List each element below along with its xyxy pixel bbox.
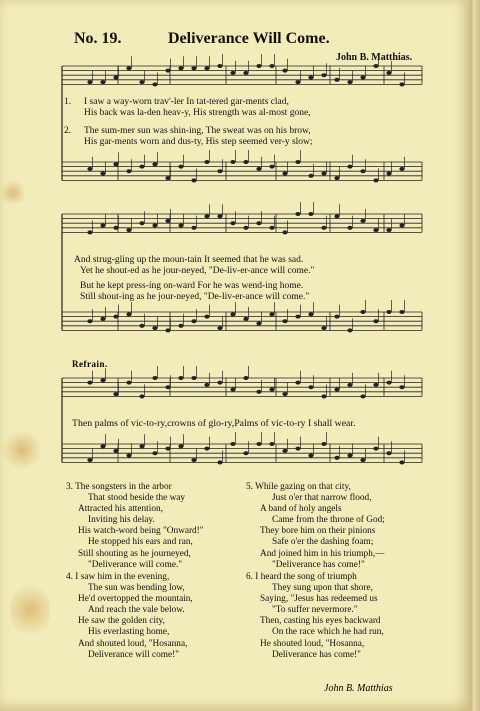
note-head — [87, 319, 92, 323]
verse-3 — [66, 482, 204, 571]
note-head — [308, 454, 313, 458]
note-head — [152, 451, 157, 455]
verse-line: "To suffer nevermore." — [272, 605, 358, 616]
note-head — [399, 385, 404, 389]
note-head — [126, 66, 131, 70]
verse-line: His watch-word being "Onward!" — [78, 526, 204, 537]
verse-line: He saw the golden city, — [78, 616, 165, 627]
note-head — [360, 394, 365, 398]
note-head — [334, 456, 339, 460]
note-head — [321, 172, 326, 176]
note-head — [282, 69, 287, 73]
note-head — [191, 458, 196, 462]
note-head — [191, 178, 196, 182]
note-head — [152, 326, 157, 330]
note-head — [347, 383, 352, 387]
verse-line: That stood beside the way — [88, 493, 186, 504]
note-head — [152, 162, 157, 166]
note-head — [256, 221, 261, 225]
note-head — [334, 78, 339, 82]
note-head — [100, 224, 105, 228]
note-head — [152, 224, 157, 228]
verse-6 — [246, 572, 384, 661]
note-head — [321, 394, 326, 398]
verse-line: And joined him in his triumph,— — [260, 548, 385, 559]
note-head — [308, 312, 313, 316]
note-head — [152, 82, 157, 86]
note-head — [321, 226, 326, 230]
note-head — [243, 451, 248, 455]
verse-line: 5. While gazing on that city, — [246, 482, 351, 492]
note-head — [217, 326, 222, 330]
note-head — [347, 328, 352, 332]
note-head — [295, 80, 300, 84]
note-head — [399, 167, 404, 171]
verse-line: Inviting his delay. — [88, 515, 155, 526]
verse-4 — [66, 572, 193, 661]
note-head — [230, 388, 235, 392]
note-head — [386, 228, 391, 232]
lyric-line: Still shout-ing as he jour-neyed, "De-liv-er-ance will come." — [80, 292, 310, 302]
note-head — [373, 383, 378, 387]
note-head — [217, 169, 222, 173]
lyric-line: His back was la-den heav-y, His strength was al-most gone, — [84, 108, 311, 118]
note-head — [152, 376, 157, 380]
note-head — [295, 447, 300, 451]
note-head — [204, 66, 209, 70]
note-head — [217, 460, 222, 464]
note-head — [126, 454, 131, 458]
note-head — [269, 226, 274, 230]
note-head — [373, 64, 378, 68]
note-head — [360, 219, 365, 223]
note-head — [217, 64, 222, 68]
note-head — [334, 176, 339, 180]
verse-line: Safe o'er the dashing foam; — [272, 537, 374, 548]
verse-line: They sung upon that shore, — [272, 583, 373, 594]
note-head — [139, 324, 144, 328]
lyric-line: His gar-ments worn and dus-ty, His step seemed ver-y slow; — [84, 137, 313, 147]
note-head — [100, 444, 105, 448]
note-head — [308, 385, 313, 389]
note-head — [204, 315, 209, 319]
verse-line: He stopped his ears and ran, — [88, 537, 193, 548]
note-head — [113, 449, 118, 453]
note-head — [282, 392, 287, 396]
note-head — [230, 71, 235, 75]
verse-line: Then, casting his eyes backward — [260, 616, 381, 627]
verse-5 — [246, 482, 385, 571]
note-head — [399, 310, 404, 314]
note-head — [347, 165, 352, 169]
verse-line: 6. I heard the song of triumph — [246, 572, 357, 582]
note-head — [373, 447, 378, 451]
note-head — [256, 64, 261, 68]
note-head — [386, 71, 391, 75]
note-head — [217, 214, 222, 218]
note-head — [386, 172, 391, 176]
note-head — [178, 224, 183, 228]
note-head — [360, 458, 365, 462]
note-head — [347, 226, 352, 230]
note-head — [386, 451, 391, 455]
note-head — [191, 66, 196, 70]
signature: John B. Matthias — [324, 683, 393, 694]
note-head — [373, 178, 378, 182]
note-head — [230, 160, 235, 164]
verse-line: 4. I saw him in the evening, — [66, 572, 170, 582]
note-head — [399, 224, 404, 228]
note-head — [113, 226, 118, 230]
note-head — [243, 226, 248, 230]
note-head — [139, 221, 144, 225]
verse-line: They bore him on their pinions — [260, 526, 376, 537]
verse-line: Deliverance has come!" — [272, 649, 361, 660]
verse-line: Just o'er that narrow flood, — [272, 493, 372, 504]
note-head — [334, 388, 339, 392]
verse-line: A band of holy angels — [260, 504, 342, 515]
note-head — [321, 73, 326, 77]
note-head — [204, 214, 209, 218]
note-head — [282, 319, 287, 323]
page-edge — [470, 0, 480, 711]
note-head — [399, 82, 404, 86]
note-head — [386, 381, 391, 385]
note-head — [191, 319, 196, 323]
note-head — [282, 172, 287, 176]
note-head — [100, 317, 105, 321]
note-head — [165, 219, 170, 223]
note-head — [87, 458, 92, 462]
note-head — [126, 169, 131, 173]
note-head — [139, 80, 144, 84]
note-head — [139, 165, 144, 169]
note-head — [399, 460, 404, 464]
note-head — [269, 312, 274, 316]
verse-line: Still shouting as he journeyed, — [78, 548, 191, 559]
note-head — [230, 312, 235, 316]
note-head — [295, 212, 300, 216]
note-head — [256, 322, 261, 326]
note-head — [165, 176, 170, 180]
note-head — [373, 228, 378, 232]
verse-line: Deliverance will come!" — [88, 649, 180, 660]
note-head — [308, 174, 313, 178]
note-head — [100, 378, 105, 382]
note-head — [295, 160, 300, 164]
stanza-number: 2. — [64, 126, 72, 136]
note-head — [165, 328, 170, 332]
verse-line: "Deliverance will come." — [88, 559, 183, 570]
verse-line: Came from the throne of God; — [272, 515, 385, 526]
note-head — [256, 442, 261, 446]
verse-line: 3. The songsters in the arbor — [66, 482, 172, 492]
note-head — [126, 228, 131, 232]
note-head — [243, 317, 248, 321]
note-head — [256, 167, 261, 171]
verse-line: The sun was bending low, — [88, 583, 185, 594]
note-head — [243, 160, 248, 164]
note-head — [126, 381, 131, 385]
note-head — [360, 310, 365, 314]
note-head — [204, 383, 209, 387]
note-head — [243, 376, 248, 380]
verse-line: Attracted his attention, — [78, 504, 163, 515]
verse-line: And shouted loud, "Hosanna, — [78, 638, 188, 649]
note-head — [230, 221, 235, 225]
note-head — [269, 388, 274, 392]
note-head — [191, 226, 196, 230]
note-head — [178, 165, 183, 169]
composer-credit: John B. Matthias. — [336, 52, 413, 63]
hymn-number: No. 19. — [74, 30, 122, 47]
lyric-line: And strug-gling up the moun-tain It seemed that he was sad. — [74, 255, 304, 265]
note-head — [282, 230, 287, 234]
note-head — [204, 160, 209, 164]
lyric-line: But he kept press-ing on-ward For he was wend-ing home. — [80, 281, 304, 291]
note-head — [87, 80, 92, 84]
note-head — [113, 315, 118, 319]
stanza-number: 1. — [64, 97, 72, 107]
note-head — [178, 324, 183, 328]
refrain-lyric: Then palms of vic-to-ry,crowns of glo-ry,Palms of vic-to-ry I shall wear. — [72, 418, 356, 429]
note-head — [347, 454, 352, 458]
note-head — [386, 310, 391, 314]
note-head — [126, 312, 131, 316]
note-head — [269, 442, 274, 446]
hymn-title: Deliverance Will Come. — [168, 30, 330, 47]
note-head — [178, 376, 183, 380]
lyric-line: Yet he shout-ed as he jour-neyed, "De-liv-er-ance will come." — [80, 266, 315, 276]
note-head — [139, 444, 144, 448]
note-head — [321, 442, 326, 446]
verse-line: He shouted loud, "Hosanna, — [260, 638, 365, 649]
note-head — [269, 165, 274, 169]
note-head — [87, 381, 92, 385]
note-head — [87, 230, 92, 234]
verse-line: He'd overtopped the mountain, — [78, 594, 193, 605]
note-head — [269, 64, 274, 68]
verse-line: "Deliverance has come!" — [272, 559, 365, 570]
note-head — [87, 167, 92, 171]
note-head — [347, 80, 352, 84]
note-head — [230, 442, 235, 446]
note-head — [178, 66, 183, 70]
verse-line: Saying, "Jesus has redeemed us — [260, 594, 378, 605]
note-head — [334, 315, 339, 319]
note-head — [113, 392, 118, 396]
note-head — [165, 69, 170, 73]
verse-line: On the race which he had run, — [272, 627, 384, 638]
lyric-line: The sum-mer sun was shin-ing, The sweat was on his brow, — [84, 126, 311, 136]
note-head — [256, 390, 261, 394]
water-stain — [10, 580, 50, 640]
note-head — [334, 214, 339, 218]
note-head — [360, 76, 365, 80]
lyric-line: I saw a way-worn trav'-ler In tat-tered gar-ments clad, — [84, 97, 289, 107]
note-head — [100, 80, 105, 84]
note-head — [308, 212, 313, 216]
verse-line: His everlasting home, — [88, 627, 170, 638]
note-head — [295, 381, 300, 385]
note-head — [282, 449, 287, 453]
note-head — [113, 76, 118, 80]
note-head — [295, 315, 300, 319]
note-head — [360, 169, 365, 173]
note-head — [113, 162, 118, 166]
note-head — [165, 447, 170, 451]
note-head — [308, 76, 313, 80]
verse-line: And reach the vale below. — [88, 605, 185, 616]
note-head — [191, 376, 196, 380]
note-head — [204, 447, 209, 451]
note-head — [243, 71, 248, 75]
note-head — [100, 172, 105, 176]
note-head — [373, 319, 378, 323]
note-head — [178, 444, 183, 448]
note-head — [217, 381, 222, 385]
refrain-label: Refrain. — [72, 359, 108, 369]
note-head — [165, 385, 170, 389]
note-head — [321, 326, 326, 330]
note-head — [139, 394, 144, 398]
